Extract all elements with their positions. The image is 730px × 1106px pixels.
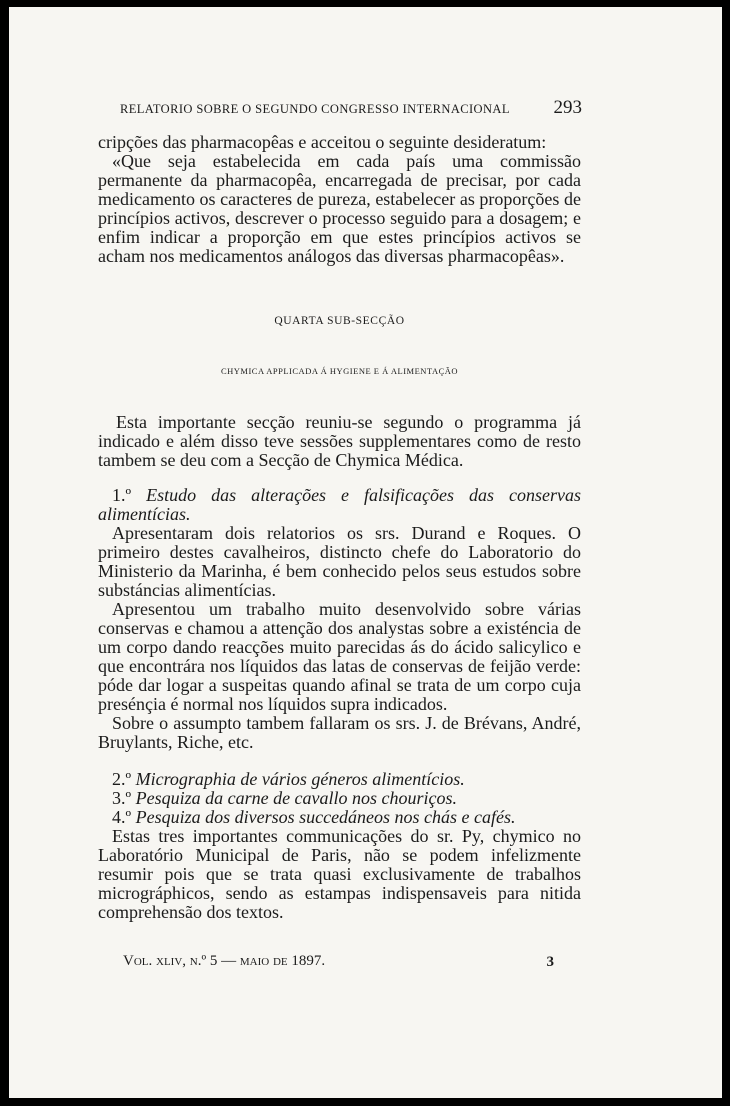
numbered-item xyxy=(98,770,581,789)
paragraph: Apresentou um trabalho muito desenvolvido sobre várias conservas e chamou a attenção dos analystas sobre a existéncia de um corpo dando reacções muito parecidas ás do ácido salicylico e que encontrára nos líquidos das latas de conservas de feijão verde: póde dar logar a suspeitas quando afinal se trata de um corpo cuja presénçia é normal nos líquidos supra indicados. xyxy=(98,599,581,714)
page-footer xyxy=(123,953,554,973)
quoted-paragraph: «Que seja estabelecida em cada país uma commissão permanente da pharmacopêa, encarregada de precisar, por cada medicamento os caracteres de pureza, estabelecer as proporções de princípios activos, descrever o processo seguido para a dosagem; e enfim indicar a proporção em que estes princípios activos se acham nos medicamentos análogos das diversas pharmacopêas». xyxy=(98,151,581,266)
item-title: Pesquiza da carne de cavallo nos chouriços. xyxy=(135,788,458,808)
item-number: 1.º xyxy=(112,485,132,505)
section-subheading: CHYMICA APPLICADA Á HYGIENE E Á ALIMENTAÇÃO xyxy=(220,366,459,376)
item-title: Estudo das alterações e falsificações das conservas alimentícias. xyxy=(98,485,581,524)
running-title: RELATORIO SOBRE O SEGUNDO CONGRESSO INTERNACIONAL xyxy=(120,102,510,116)
section-heading: QUARTA SUB-SECÇÃO xyxy=(274,315,405,327)
numbered-item xyxy=(98,486,581,524)
paragraph: Sobre o assumpto tambem fallaram os srs. J. de Brévans, André, Bruylants, Riche, etc. xyxy=(98,713,581,752)
paragraph: Estas tres importantes communicações do sr. Py, chymico no Laboratório Municipal de Paris, não se podem infelizmente resumir pois que se trata quasi exclusivamente de trabalhos micrográphicos, sendo as estampas indispensaveis para nitida comprehensão dos textos. xyxy=(98,826,581,922)
numbered-item xyxy=(98,808,581,827)
paragraph: Apresentaram dois relatorios os srs. Durand e Roques. O primeiro destes cavalheiros, distincto chefe do Laboratorio do Ministerio da Marinha, é bem conhecido pelos seus estudos sobre substáncias alimentícias. xyxy=(98,523,581,600)
book-page xyxy=(9,7,722,1098)
item-title: Pesquiza dos diversos succedáneos nos chás e cafés. xyxy=(135,807,516,827)
volume-line: Vol. xliv, n.º 5 — maio de 1897. xyxy=(123,953,326,969)
item-number: 2.º xyxy=(112,769,132,789)
page-header xyxy=(120,98,582,122)
paragraph: Esta importante secção reuniu-se segundo o programma já indicado e além disso teve sessões supplementares como de resto tambem se deu com a Secção de Chymica Médica. xyxy=(98,412,581,470)
signature-mark: 3 xyxy=(546,954,554,970)
paragraph: cripções das pharmacopêas e acceitou o seguinte desideratum: xyxy=(98,132,547,152)
numbered-item xyxy=(98,789,581,808)
item-number: 3.º xyxy=(112,788,132,808)
page-number: 293 xyxy=(553,97,582,118)
item-title: Micrographia de vários géneros alimentícios. xyxy=(135,769,465,789)
item-number: 4.º xyxy=(112,807,132,827)
page-body xyxy=(98,133,581,922)
